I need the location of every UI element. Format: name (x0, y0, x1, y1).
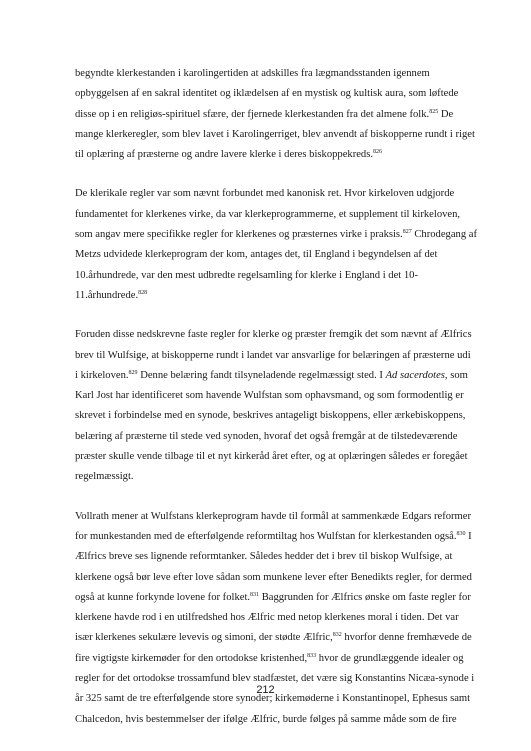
text-line: mange klerkeregler, som blev lavet i Karolingerriget, blev anvendt af biskopperne rundt i riget (75, 128, 475, 140)
paragraph (75, 325, 485, 487)
text-line: belæring af præsterne til stede ved synoden, hvoraf det også fremgår at de tilstedeværende (75, 430, 458, 442)
text-line: år 325 samt de tre efterfølgende store synoder; kirkemøderne i Konstantinopel, Ephesus samt (75, 693, 471, 705)
text-line: fire vigtigste kirkemøder for den ortodokse kristenhed,$^{833}$ hvor de grundlæggende idealer og (75, 652, 464, 664)
paragraph (75, 64, 485, 165)
text-line: begyndte klerkestanden i karolingertiden at adskilles fra lægmandsstanden igennem (75, 68, 430, 79)
text-line: i kirkeloven.$^{829}$ Denne belæring fandt tilsyneladende regelmæssigt sted. I Ad sacerdotes, som (75, 369, 468, 381)
text-line: Metzs udvidede klerkeprogram der kom, antages det, til England i begyndelsen af det (75, 249, 438, 261)
text-line: også at kunne forkynde lovene for folket.$^{831}$ Baggrunden for Ælfrics ønske om faste regler for (75, 591, 471, 603)
footnote-ref: 830 (456, 530, 466, 537)
text-line: 11.århundrede.$^{828}$ (75, 289, 148, 301)
footnote-ref: 832 (332, 632, 342, 639)
footnote-ref: 829 (128, 369, 138, 376)
text-line: Foruden disse nedskrevne faste regler for klerke og præster fremgik det som nævnt af Ælfrics (75, 329, 472, 341)
text-line: fundamentet for klerkenes virke, da var klerkeprogrammerne, et supplement til kirkeloven, (75, 208, 461, 220)
footnote-ref: 826 (373, 149, 383, 156)
text-line: som angav mere specifikke regler for klerkenes og præsternes virke i praksis.$^{827}$ Chrodegang af (75, 229, 478, 241)
text-line: skrevet i forbindelse med en synode, beskrives antageligt biskoppens, eller ærkebiskoppens, (75, 410, 466, 422)
text-line: Chalcedon, hvis bestemmelser der ifølge Ælfric, burde følges på samme måde som de fire (75, 713, 457, 725)
paragraph (75, 507, 485, 730)
text-line: Vollrath mener at Wulfstans klerkeprogram havde til formål at sammenkæde Edgars reformer (75, 510, 472, 522)
text-line: præster skulle vende tilbage til et nyt kirkeråd året efter, og at oplæringen således er foregået (75, 451, 468, 463)
text-line: De klerikale regler var som nævnt forbundet med kanonisk ret. Hvor kirkeloven udgjorde (75, 188, 455, 200)
footnote-ref: 828 (138, 289, 148, 296)
footnote-ref: 833 (307, 652, 317, 659)
footnote-ref: 827 (402, 229, 412, 236)
italic-title: Ad sacerdotes (385, 369, 445, 381)
text-line: brev til Wulfsige, at biskopperne rundt i landet var ansvarlige for belæringen af præsterne udi (75, 349, 471, 361)
text-line: regelmæssigt. (75, 471, 134, 483)
text-line: Karl Jost har identificeret som havende Wulfstan som ophavsmand, og som formodentlig er (75, 390, 464, 402)
text-line: regler for det ortodokse trossamfund blev stadfæstet, det være sig Konstantins Nicæa-synode i (75, 673, 475, 685)
text-line: klerkene også bør leve efter love sådan som munkene lever efter Benedikts regler, for dermed (75, 571, 472, 583)
text-line: klerkene havde rod i en utilfredshed hos Ælfric med netop klerkenes moral i tiden. Det var (75, 612, 459, 624)
text-line: Ælfrics breve ses lignende reformtanker. Således hedder det i brev til biskop Wulfsige, at (75, 551, 453, 563)
footnote-ref: 831 (250, 591, 260, 598)
footnote-ref: 825 (429, 108, 439, 115)
paragraph (75, 184, 485, 306)
text-line: især klerkenes sekulære levevis og simoni, der stødte Ælfric,$^{832}$ hvorfor denne fremhævede de (75, 632, 472, 644)
page-number: 212 (256, 684, 275, 696)
text-line: til oplæring af præsterne og andre lavere klerke i deres biskoppekreds.$^{826}$ (75, 149, 383, 161)
text-line: disse op i en religiøs-spirituel sfære, der fjernede klerkestanden fra det almene folk.$^{825}$ De (75, 108, 454, 120)
text-line: for munkestanden med de efterfølgende reformtiltag hos Wulfstan for klerkestanden også.$^{830}$ I (75, 530, 472, 542)
text-line: opbyggelsen af en sakral identitet og iklædelsen af en mystisk og kultisk aura, som løftede (75, 88, 459, 100)
text-line: 10.århundrede, var den mest udbredte regelsamling for klerke i England i det 10- (75, 269, 419, 281)
body-text (75, 64, 485, 730)
